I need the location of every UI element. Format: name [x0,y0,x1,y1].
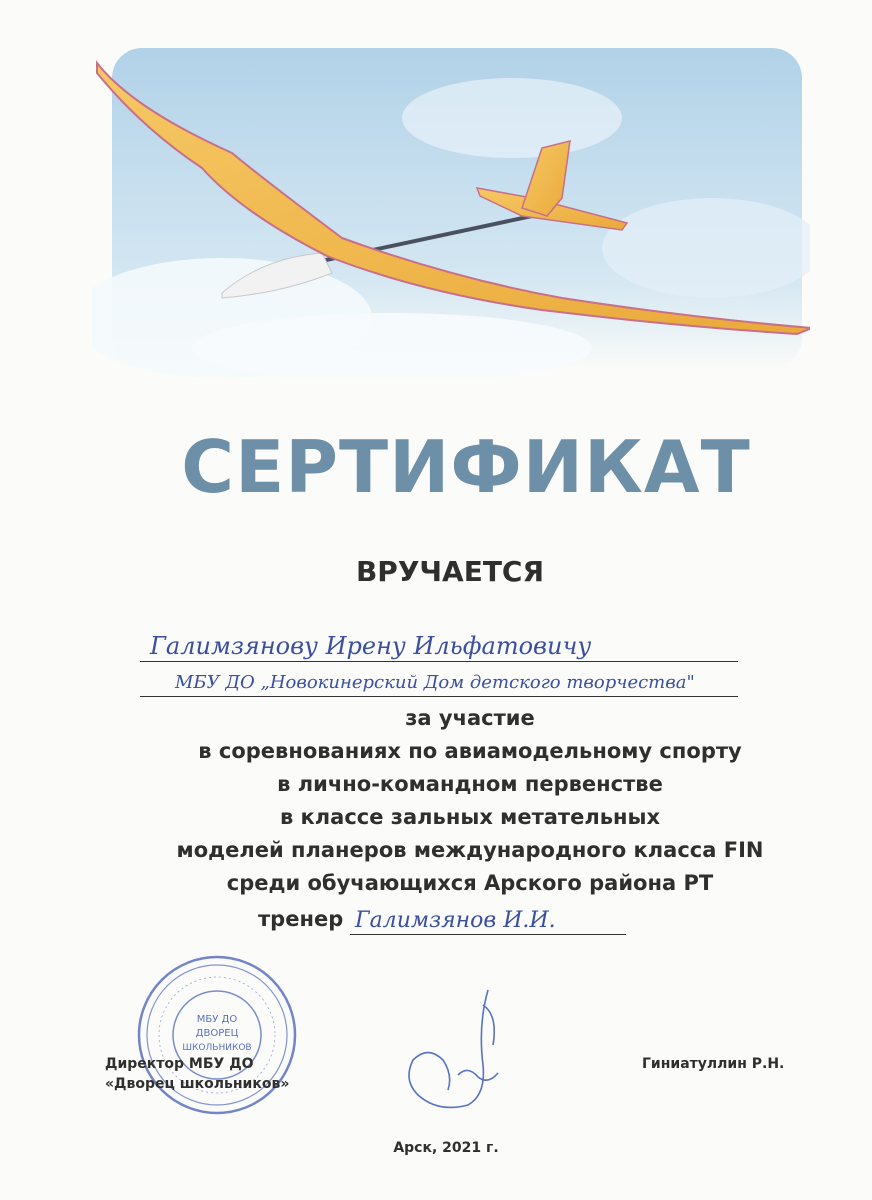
certificate-body [60,702,872,900]
body-line: в лично-командном первенстве [277,772,663,796]
body-line: среди обучающихся Арского района РТ [226,871,714,895]
recipient-org-underline [140,696,738,697]
body-line: в классе зальных метательных [279,805,661,829]
recipient-name: Галимзянову Ирену Ильфатовичу [150,632,592,660]
stamp-text-line: ДВОРЕЦ [195,1028,239,1039]
trainer-name: Галимзянов И.И. [355,908,556,933]
body-line: моделей планеров международного класса FIN [176,838,764,862]
director-title [105,1054,289,1094]
recipient-organization: МБУ ДО „Новокинерский Дом детского творчества" [175,672,695,693]
director-title-line: Директор МБУ ДО [105,1056,254,1072]
body-line: в соревнованиях по авиамодельному спорту [198,739,742,763]
trainer-name-underline [350,934,626,935]
director-name: Гиниатуллин Р.Н. [642,1056,785,1072]
glider-illustration [92,48,810,378]
stamp-text-line: ШКОЛЬНИКОВ [182,1043,252,1053]
recipient-name-underline [140,661,738,662]
trainer-label: тренер [258,907,344,931]
place-and-date: Арск, 2021 г. [393,1140,499,1156]
body-line: за участие [405,706,535,730]
certificate-subtitle: ВРУЧАЕТСЯ [355,555,545,588]
certificate-title: СЕРТИФИКАТ [181,425,751,509]
director-signature [398,985,518,1115]
director-title-line: «Дворец школьников» [105,1076,290,1092]
stamp-text-line: МБУ ДО [196,1014,238,1025]
